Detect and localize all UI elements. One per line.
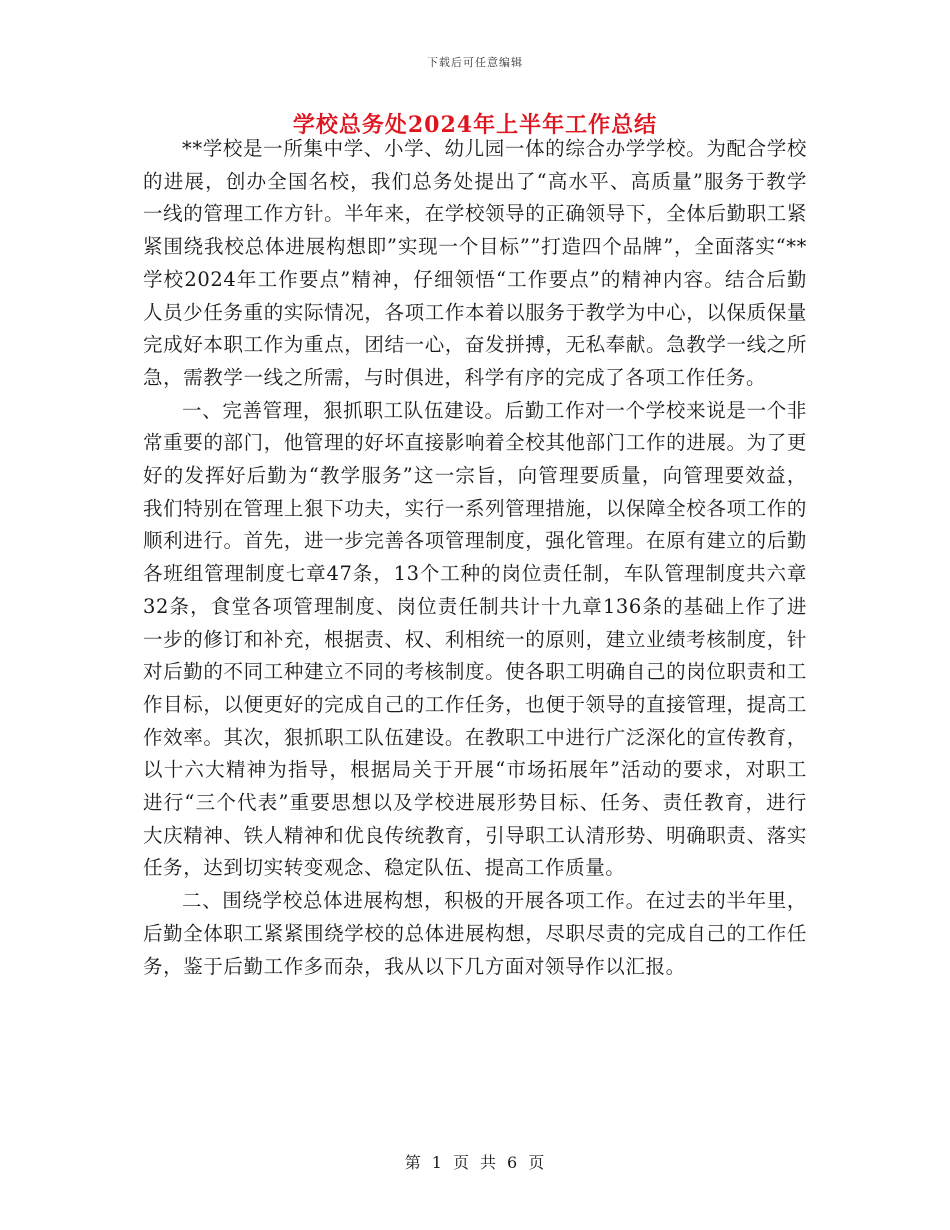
page-footer [0,1150,950,1173]
page-unit: 页 [452,1153,470,1172]
total-word: 共 [480,1153,498,1172]
document-title: 学校总务处2024年上半年工作总结 [292,112,658,138]
total-unit: 页 [528,1153,546,1172]
page-header-note: 下载后可任意编辑 [427,56,523,69]
page-word: 第 [404,1153,422,1172]
total-pages: 6 [507,1153,519,1172]
section-two-paragraph: 二、围绕学校总体进展构想，积极的开展各项工作。在过去的半年里，后勤全体职工紧紧围绕学校的总体进展构想，尽职尽责的完成自己的工作任务，鉴于后勤工作多而杂，我从以下几方面对领导作以汇报。 [143,889,807,978]
document-body [143,133,807,983]
page-number: 1 [431,1153,443,1172]
section-one-paragraph: 一、完善管理，狠抓职工队伍建设。后勤工作对一个学校来说是一个非常重要的部门，他管理的好坏直接影响着全校其他部门工作的进展。为了更好的发挥好后勤为“教学服务”这一宗旨，向管理要质量，向管理要效益，我们特别在管理上狠下功夫，实行一系列管理措施，以保障全校各项工作的顺利进行。首先，进一步完善各项管理制度，强化管理。在原有建立的后勤各班组管理制度七章47条，13个工种的岗位责任制，车队管理制度共六章32条，食堂各项管理制度、岗位责任制共计十九章136条的基础上作了进一步的修订和补充，根据责、权、利相统一的原则，建立业绩考核制度，针对后勤的不同工种建立不同的考核制度。使各职工明确自己的岗位职责和工作目标，以便更好的完成自己的工作任务，也便于领导的直接管理，提高工作效率。其次，狠抓职工队伍建设。在教职工中进行广泛深化的宣传教育，以十六大精神为指导，根据局关于开展“市场拓展年”活动的要求，对职工进行“三个代表”重要思想以及学校进展形势目标、任务、责任教育，进行大庆精神、铁人精神和优良传统教育，引导职工认清形势、明确职责、落实任务，达到切实转变观念、稳定队伍、提高工作质量。 [143,398,807,880]
intro-paragraph: **学校是一所集中学、小学、幼儿园一体的综合办学学校。为配合学校的进展，创办全国名校，我们总务处提出了“高水平、高质量”服务于教学一线的管理工作方针。半年来，在学校领导的正确领导下，全体后勤职工紧紧围绕我校总体进展构想即”实现一个目标””打造四个品牌”，全面落实“**学校2024年工作要点”精神，仔细领悟“工作要点”的精神内容。结合后勤人员少任务重的实际情况，各项工作本着以服务于教学为中心，以保质保量完成好本职工作为重点，团结一心，奋发拼搏，无私奉献。急教学一线之所急，需教学一线之所需，与时俱进，科学有序的完成了各项工作任务。 [143,137,807,389]
